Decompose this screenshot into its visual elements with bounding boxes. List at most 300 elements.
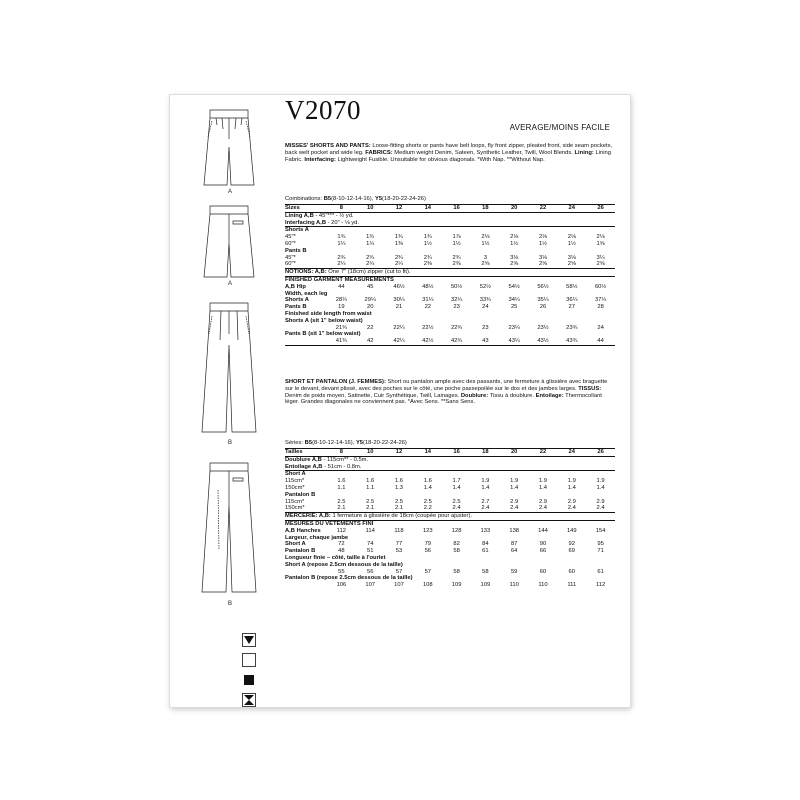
table-cell: 1¾	[337, 234, 346, 241]
table-cell: 10	[356, 449, 385, 457]
size-cell: 18	[471, 205, 500, 213]
table-cell: Shorts A	[285, 227, 309, 234]
interfacing-row	[285, 220, 615, 227]
table-cell: 111	[567, 582, 577, 589]
data-row	[285, 325, 615, 332]
table-cell: Short A	[285, 471, 306, 478]
sizes-header-row	[285, 449, 615, 457]
row-label: Lining A,B	[285, 212, 314, 219]
row-value: - 45"*** - ½ yd.	[315, 212, 354, 219]
table-cell: 56	[366, 568, 374, 575]
table-cell: 31¼	[422, 297, 434, 304]
table-cell: 30¼	[393, 297, 405, 304]
size-cell: 16	[442, 205, 471, 213]
size-range-b5: B5	[323, 196, 332, 202]
table-cell: 20	[366, 304, 374, 311]
fabrics-text: Denim de poids moyen, Satinette, Cuir Synthétique, Twill, Lainages.	[285, 392, 460, 399]
table-cell: 23¼	[508, 324, 520, 331]
table-cell: 2⅛	[596, 234, 605, 241]
table-cell: 1.4	[423, 484, 432, 491]
table-cell: 2¼	[385, 261, 414, 268]
table-cell: 53	[395, 548, 403, 555]
table-cell: 107	[394, 582, 404, 589]
table-cell: Shorts A (sit 1" below waist)	[285, 317, 363, 324]
table-cell: 45	[366, 283, 374, 290]
data-row	[285, 261, 615, 268]
table-cell: 34¼	[508, 297, 520, 304]
table-cell: 2¾	[452, 254, 461, 261]
table-cell: 149	[566, 527, 577, 534]
table-cell: 2⅛	[481, 234, 490, 241]
table-cell: 2.5	[452, 498, 461, 505]
table-cell: 128	[451, 527, 462, 534]
table-cell: 2.1	[356, 505, 385, 512]
table-cell: 95	[597, 541, 604, 548]
table-cell: 22¾	[450, 324, 463, 331]
table-cell: 87	[510, 541, 518, 548]
table-cell: 1.4	[538, 484, 547, 491]
description-text: Loose-fitting shorts or pants have belt loops, fly front zipper, pleated front, side seam pockets, back welt pocket and wide leg.	[285, 143, 613, 156]
table-cell: 59	[510, 568, 518, 575]
yardage-table-english	[285, 204, 615, 346]
table-cell: 43	[471, 338, 500, 345]
interfacing-text: Thermocollant léger. Grandes diagonales ne conviennent pas. *Avec Sens. **Sans Sens.	[285, 392, 602, 406]
size-cell: 20	[500, 205, 529, 213]
table-cell: 60"*	[285, 261, 327, 268]
table-cell: 2¾	[366, 254, 375, 261]
table-cell: 57	[395, 568, 403, 575]
figure-label: B	[228, 440, 233, 446]
table-cell: 22½	[422, 324, 434, 331]
table-cell: MESURES DU VÊTEMENTS FINI	[285, 520, 374, 527]
table-cell: 60"*	[285, 240, 296, 247]
fabric-right-side-icon	[242, 653, 256, 667]
section-row	[285, 535, 615, 542]
data-row	[285, 338, 615, 345]
table-cell: 115cm*	[285, 498, 305, 505]
interfacing-label: Entoilage:	[535, 392, 564, 399]
table-cell: 2.1	[327, 505, 356, 512]
table-cell: Shorts A	[285, 297, 309, 304]
table-cell: 50½	[450, 283, 463, 290]
table-cell: 43½	[529, 338, 558, 345]
table-cell: 24	[482, 304, 489, 311]
table-cell: 109	[480, 582, 491, 589]
table-cell: 3⅛	[538, 254, 547, 261]
table-cell: 66	[539, 548, 547, 555]
table-cell: FINISHED GARMENT MEASUREMENTS	[285, 276, 394, 283]
table-cell: 61	[482, 548, 489, 555]
section-row	[285, 291, 615, 298]
table-cell: 144	[538, 527, 548, 534]
fabrics-label: FABRICS:	[365, 149, 393, 156]
table-cell: 2.9	[567, 498, 576, 505]
table-cell: 1¾	[366, 234, 375, 241]
table-cell: 48	[338, 548, 345, 555]
data-row	[285, 548, 615, 555]
data-row	[285, 582, 615, 589]
table-cell: 2.5	[337, 498, 346, 505]
table-cell: 2.5	[394, 498, 404, 505]
table-cell: Pants B	[285, 304, 307, 311]
table-cell: 118	[394, 527, 404, 534]
table-cell: 55	[338, 568, 345, 575]
table-cell: 32¼	[450, 297, 463, 304]
table-cell: 21	[395, 304, 403, 311]
table-cell: 16	[442, 449, 471, 457]
table-cell: 26	[539, 304, 547, 311]
table-cell: 1.4	[596, 484, 605, 491]
sizes-label: Sizes	[285, 205, 327, 213]
fabric-wrong-side-icon	[242, 673, 256, 687]
table-cell: 1½	[423, 240, 432, 247]
table-cell: 1⅜	[394, 240, 404, 247]
section-row	[285, 318, 615, 325]
table-cell: 1.1	[366, 484, 375, 491]
table-cell: 22¼	[393, 324, 405, 331]
table-cell: 42¼	[385, 338, 414, 345]
table-cell: 2.1	[385, 505, 414, 512]
table-cell: 54½	[508, 283, 520, 290]
size-cell: 8	[327, 205, 356, 213]
description-text: Short ou pantalon ample avec des passants, une fermeture à glissière avec braguette sur le devant, devant plissé, avec des poches sur le côté, une poche passepoilée sur le dos et des jambes larges.	[285, 379, 608, 392]
section-row	[285, 555, 615, 562]
table-cell: 45"*	[285, 254, 296, 261]
data-row	[285, 499, 615, 506]
table-cell: Pants B (sit 1" below waist)	[285, 331, 361, 338]
table-cell: 60	[539, 568, 547, 575]
table-cell: 41¾	[327, 338, 356, 345]
table-cell: 2¾	[423, 254, 432, 261]
table-cell: 1½	[510, 240, 519, 247]
table-cell: 36¼	[566, 297, 578, 304]
table-cell: 2.2	[413, 505, 442, 512]
table-cell: 51	[366, 548, 374, 555]
table-cell: Pantalon B	[285, 548, 316, 555]
table-cell: 57	[424, 568, 432, 575]
table-cell: - 51cm - 0.8m.	[324, 463, 362, 470]
description-title: SHORT ET PANTALON (J. FEMMES):	[285, 379, 386, 385]
nap-down-icon	[242, 633, 256, 647]
table-cell: 2.5	[366, 498, 375, 505]
table-cell: 12	[385, 449, 414, 457]
pants-b-front-drawing	[198, 300, 260, 440]
description-title: MISSES' SHORTS AND PANTS:	[285, 143, 371, 149]
table-cell: 28	[597, 304, 604, 311]
table-cell: 2⅜	[442, 261, 471, 268]
table-cell: 64	[510, 548, 518, 555]
combinations-french	[285, 440, 615, 447]
table-cell: 110	[509, 582, 519, 589]
interfacing-row	[285, 464, 615, 471]
table-cell: Finished side length from waist	[285, 310, 372, 317]
table-cell: 18	[471, 449, 500, 457]
size-range-y5-sizes: (18-20-22-24-26)	[363, 440, 407, 446]
table-cell: 48½	[422, 283, 434, 290]
shorts-a-back-drawing	[200, 203, 258, 283]
table-cell: 2.4	[500, 505, 529, 512]
table-cell: - 115cm** - 0.5m.	[323, 456, 369, 463]
yardage-table-french	[285, 448, 615, 589]
size-range-b5-sizes: (8-10-12-14-16),	[331, 196, 374, 202]
table-cell: 27	[568, 304, 575, 311]
sizes-label: Tailles	[285, 449, 327, 457]
table-cell: 69	[568, 548, 575, 555]
table-cell: 24	[597, 324, 604, 331]
table-cell: 115cm*	[285, 478, 305, 485]
table-cell: 46½	[393, 283, 405, 290]
figure-label: A	[228, 281, 233, 287]
table-cell: 1.6	[366, 478, 375, 485]
table-cell: 2⅝	[529, 261, 558, 268]
table-cell: 150cm*	[285, 484, 305, 491]
lining-label: Lining:	[574, 149, 594, 156]
row-label: Interfacing A,B	[285, 219, 327, 226]
table-cell: 21¾	[335, 324, 348, 331]
size-cell: 12	[385, 205, 414, 213]
table-cell: 2¾	[394, 254, 404, 261]
table-cell: 3	[483, 254, 487, 261]
table-cell: 2⅜	[413, 261, 442, 268]
lining-row	[285, 212, 615, 219]
table-cell: 1.4	[452, 484, 461, 491]
size-range-b5-sizes: (8-10-12-14-16),	[312, 440, 355, 446]
table-cell: Largeur, chaque jambe	[285, 534, 349, 541]
size-cell: 14	[413, 205, 442, 213]
table-cell: 3¼	[596, 254, 605, 261]
data-row	[285, 255, 615, 262]
fabrics-label: TISSUS:	[578, 385, 602, 392]
combinations-label: Séries:	[285, 440, 304, 446]
table-cell: Pants B	[285, 247, 307, 254]
table-cell: 112	[595, 582, 606, 589]
table-cell: 1¾	[423, 234, 432, 241]
table-cell: 1.4	[567, 484, 576, 491]
table-cell: 1.9	[481, 478, 490, 485]
table-cell: 2.4	[442, 505, 471, 512]
table-cell: 28¼	[335, 297, 348, 304]
lining-text: Tissu à doublure.	[489, 392, 534, 399]
data-row	[285, 241, 615, 248]
table-cell: NOTIONS: A,B:	[285, 269, 327, 276]
table-cell: 14	[413, 449, 442, 457]
table-cell: 61	[597, 568, 604, 575]
description-french	[285, 379, 615, 406]
table-cell: Width, each leg	[285, 290, 328, 297]
table-cell: 114	[365, 527, 375, 534]
table-cell: 3⅛	[567, 254, 576, 261]
combinations-label: Combinations:	[285, 196, 323, 202]
lining-row	[285, 456, 615, 463]
table-cell: 23	[482, 324, 489, 331]
table-cell: 79	[424, 541, 432, 548]
data-row	[285, 478, 615, 485]
table-cell: 58	[453, 568, 460, 575]
size-cell: 26	[586, 205, 615, 213]
table-cell: 106	[336, 582, 347, 589]
size-range-y5: Y5	[374, 196, 383, 202]
table-cell: 26	[586, 449, 615, 457]
table-cell: 23½	[537, 324, 549, 331]
section-row	[285, 575, 615, 582]
table-cell: 1½	[481, 240, 490, 247]
data-row	[285, 297, 615, 304]
data-row	[285, 485, 615, 492]
section-row	[285, 276, 615, 283]
table-cell: MERCERIE: A,B:	[285, 513, 331, 520]
table-cell: 2⅛	[510, 234, 519, 241]
table-cell: 90	[539, 541, 547, 548]
section-row	[285, 311, 615, 318]
table-cell: 92	[568, 541, 575, 548]
table-cell: 72	[338, 541, 345, 548]
table-cell: Pantalon B	[285, 491, 316, 498]
data-row	[285, 528, 615, 535]
table-cell: 23¾	[566, 324, 578, 331]
table-cell: 123	[422, 527, 433, 534]
table-cell: Short A (repose 2.5cm dessous de la taille)	[285, 561, 403, 568]
table-cell: 2¼	[356, 261, 385, 268]
table-cell: 1.9	[596, 478, 605, 485]
table-cell: Longueur finie – côté, taille à l'ourlet	[285, 554, 386, 561]
table-cell: A,B Hanches	[285, 527, 321, 534]
fabrics-text: Medium weight Denim, Sateen, Synthetic Leather, Twill, Wool Blends.	[394, 149, 573, 156]
table-cell: 1.3	[394, 484, 404, 491]
section-row	[285, 562, 615, 569]
interfacing-label: Interfacing:	[304, 156, 336, 163]
table-cell: 2⅝	[500, 261, 529, 268]
data-row	[285, 234, 615, 241]
section-row	[285, 492, 615, 499]
table-cell: 56	[424, 548, 432, 555]
table-cell: 71	[597, 548, 604, 555]
table-cell: 43¾	[557, 338, 586, 345]
table-cell: 1½	[452, 240, 461, 247]
table-cell: 2⅝	[471, 261, 500, 268]
table-cell: 44	[586, 338, 615, 345]
interfacing-text: Lightweight Fusible. Unsuitable for obvious diagonals. *With Nap. **Without Nap.	[337, 156, 545, 163]
data-row	[285, 284, 615, 291]
table-cell: 22	[366, 324, 374, 331]
technical-drawings	[170, 95, 282, 707]
table-cell: Doublure A,B	[285, 456, 322, 463]
table-cell: 1.9	[538, 478, 547, 485]
data-row	[285, 569, 615, 576]
table-cell: 1⅝	[596, 240, 605, 247]
lining-text: Lining Fabric.	[285, 149, 611, 163]
table-cell: 19	[338, 304, 345, 311]
table-cell: 1.7	[452, 478, 461, 485]
table-cell: 45"*	[285, 234, 296, 241]
size-range-b5: B5	[304, 440, 313, 446]
table-cell: 2.4	[471, 505, 500, 512]
table-cell: 2.9	[596, 498, 605, 505]
size-range-y5-sizes: (18-20-22-24-26)	[382, 196, 426, 202]
table-cell: 60½	[594, 283, 607, 290]
table-cell: 2.7	[481, 498, 490, 505]
size-cell: 10	[356, 205, 385, 213]
table-cell: One 7" (18cm) zipper (cut to fit).	[328, 269, 411, 276]
table-cell: 2⅝	[557, 261, 586, 268]
size-range-y5: Y5	[355, 440, 364, 446]
table-cell: 42½	[413, 338, 442, 345]
table-cell: 58	[482, 568, 489, 575]
description-english	[285, 143, 615, 163]
fabric-legend	[242, 633, 260, 713]
table-cell: 107	[365, 582, 376, 589]
row-value: - 20" - ⅛ yd.	[327, 219, 360, 226]
figure-label: A	[228, 189, 233, 195]
table-cell: 42¾	[442, 338, 471, 345]
data-row	[285, 304, 615, 311]
table-cell: 1¼	[366, 240, 375, 247]
table-cell: 110	[538, 582, 548, 589]
table-cell: Pantalon B (repose 2.5cm dessous de la taille)	[285, 575, 413, 582]
table-cell: 1.9	[510, 478, 519, 485]
table-cell: 2.5	[423, 498, 432, 505]
table-cell: 58	[453, 548, 460, 555]
table-cell: 77	[395, 541, 403, 548]
shorts-a-front-drawing	[200, 107, 258, 192]
table-cell: 1.1	[337, 484, 346, 491]
table-cell: 2⅛	[567, 234, 576, 241]
table-cell: 138	[509, 527, 520, 534]
table-cell: 20	[500, 449, 529, 457]
table-cell: 3⅛	[510, 254, 519, 261]
table-cell: 1.9	[567, 478, 576, 485]
table-cell: 2.9	[538, 498, 547, 505]
table-cell: 37¼	[594, 297, 607, 304]
table-cell: 44	[338, 283, 345, 290]
table-cell: 2¼	[327, 261, 356, 268]
table-cell: Entoilage A,B	[285, 463, 323, 470]
table-cell: 74	[366, 541, 374, 548]
table-cell: 154	[595, 527, 606, 534]
pants-b-back-drawing	[198, 460, 260, 600]
pattern-info	[282, 95, 622, 707]
table-cell: 1.4	[510, 484, 519, 491]
table-cell: 2.4	[586, 505, 615, 512]
table-cell: 2⅛	[538, 234, 547, 241]
table-cell: 2⅝	[586, 261, 615, 268]
table-cell: 52½	[479, 283, 492, 290]
pattern-envelope-back	[170, 95, 630, 707]
notions-row	[285, 269, 615, 277]
table-cell: 1½	[567, 240, 576, 247]
table-cell: 112	[336, 527, 347, 534]
table-cell: 1.6	[423, 478, 432, 485]
pattern-number: V2070	[285, 95, 361, 125]
table-cell: 58½	[566, 283, 578, 290]
table-cell: 1.6	[394, 478, 404, 485]
table-cell: 35¼	[537, 297, 549, 304]
size-cell: 22	[529, 205, 558, 213]
table-cell: 2¾	[337, 254, 346, 261]
section-row	[285, 331, 615, 338]
table-cell: A,B Hip	[285, 283, 306, 290]
table-cell: 1.4	[481, 484, 490, 491]
table-cell: 24	[557, 449, 586, 457]
table-cell: 25	[510, 304, 518, 311]
table-cell: 22	[529, 449, 558, 457]
table-cell: 29¼	[364, 297, 376, 304]
table-cell: 43¼	[500, 338, 529, 345]
table-cell: 1 fermeture à glissière de 18cm (coupée pour ajuster).	[332, 513, 472, 520]
table-cell: 33¾	[479, 297, 492, 304]
lining-label: Doublure:	[460, 392, 489, 399]
figure-label: B	[228, 601, 233, 607]
table-cell: 1.6	[337, 478, 346, 485]
